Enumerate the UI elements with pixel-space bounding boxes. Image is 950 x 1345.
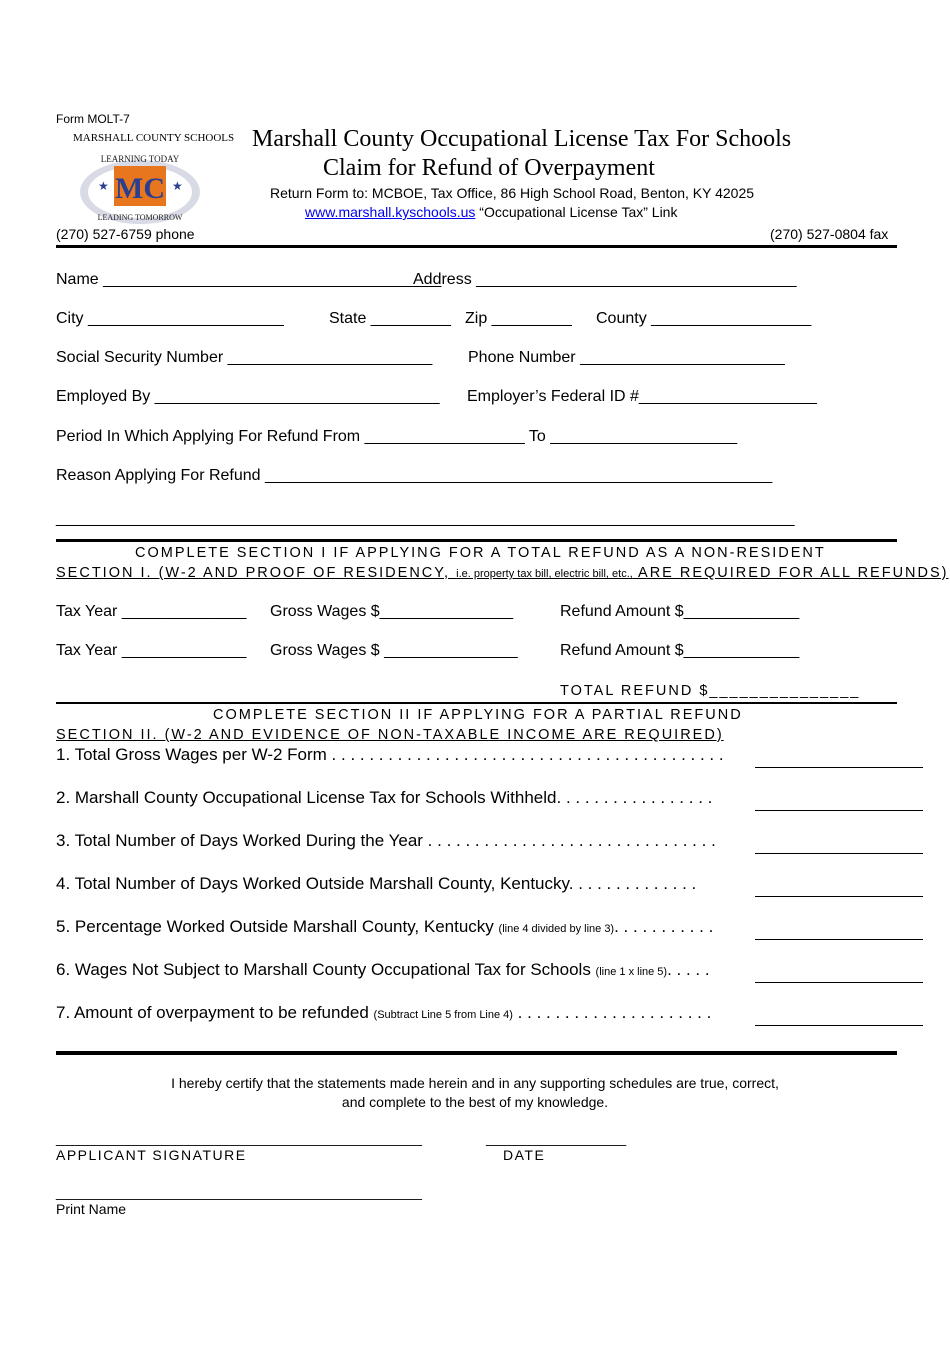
logo-title: MARSHALL COUNTY SCHOOLS [73, 132, 235, 144]
tax-year-2-field[interactable]: Tax Year ______________ [56, 642, 247, 659]
section2-line-label: 7. Amount of overpayment to be refunded [56, 1003, 374, 1022]
signature-label: APPLICANT SIGNATURE [56, 1147, 247, 1163]
section2-line-label: 6. Wages Not Subject to Marshall County Occupational Tax for Schools [56, 960, 596, 979]
refund-reason-line2[interactable]: ___________________________________________________________________________________ [56, 510, 795, 527]
form-subtitle: Claim for Refund of Overpayment [323, 155, 655, 181]
name-field[interactable]: Name ______________________________________ [56, 271, 442, 288]
section2-line-2-answer[interactable] [755, 810, 923, 811]
print-name-label: Print Name [56, 1201, 127, 1217]
section2-line-3-answer[interactable] [755, 853, 923, 854]
date-label: DATE [503, 1147, 546, 1163]
state-field[interactable]: State _________ [329, 310, 451, 327]
phone-number: (270) 527-6759 phone [56, 226, 195, 242]
section2-line-7 [56, 1003, 711, 1023]
section2-line-label: 5. Percentage Worked Outside Marshall County, Kentucky [56, 917, 499, 936]
section2-line-note: (line 1 x line 5) [595, 966, 668, 978]
certify-divider [56, 1051, 897, 1055]
section2-line-leader: . . . . . . . . . . . . . . [568, 874, 697, 893]
gross-wages-1-field[interactable]: Gross Wages $_______________ [270, 603, 514, 620]
refund-reason-field[interactable]: Reason Applying For Refund _________________________________________________________ [56, 467, 773, 484]
section1-divider [56, 539, 897, 542]
certify-line-1: I hereby certify that the statements made herein and in any supporting schedules are true, correct, [171, 1075, 779, 1091]
section2-line-3 [56, 831, 716, 851]
section1-subheading: SECTION I. (W-2 AND PROOF OF RESIDENCY, i.e. property tax bill, electric bill, etc., ARE REQUIRED FOR ALL REFUNDS) [56, 565, 949, 581]
section2-line-leader: . . . . . [667, 960, 710, 979]
ssn-field[interactable]: Social Security Number _______________________ [56, 349, 433, 366]
form-id: Form MOLT-7 [56, 112, 130, 126]
refund-period-field[interactable]: Period In Which Applying For Refund From __________________ To _____________________ [56, 428, 738, 445]
section2-line-4-answer[interactable] [755, 896, 923, 897]
logo-tag-top: LEARNING TODAY [100, 154, 180, 164]
section2-line-4 [56, 874, 696, 894]
website-suffix: “Occupational License Tax” Link [479, 204, 678, 220]
section2-line-leader: . . . . . . . . . . . . . . . . . . . . . . . . . . . . . . . . . . . . . . . . . . [326, 745, 724, 764]
logo-graphic [62, 148, 222, 230]
refund-amount-2-field[interactable]: Refund Amount $_____________ [560, 642, 800, 659]
city-field[interactable]: City ______________________ [56, 310, 284, 327]
section2-line-6 [56, 960, 710, 980]
svg-text:★: ★ [172, 179, 183, 193]
section2-line-leader: . . . . . . . . . . . . . . . . . [556, 788, 713, 807]
logo-letters: MC [115, 172, 165, 205]
section2-line-note: (Subtract Line 5 from Line 4) [373, 1009, 513, 1021]
section2-line-label: 4. Total Number of Days Worked Outside Marshall County, Kentucky [56, 874, 569, 893]
school-logo [62, 148, 222, 224]
fax-number: (270) 527-0804 fax [770, 226, 889, 242]
return-address: Return Form to: MCBOE, Tax Office, 86 High School Road, Benton, KY 42025 [270, 185, 755, 201]
refund-amount-1-field[interactable]: Refund Amount $_____________ [560, 603, 800, 620]
section2-line-2 [56, 788, 712, 808]
svg-text:★: ★ [98, 179, 109, 193]
website-line [305, 204, 677, 220]
section2-line-label: 1. Total Gross Wages per W-2 Form [56, 745, 327, 764]
zip-field[interactable]: Zip _________ [465, 310, 572, 327]
section2-line-5 [56, 917, 713, 937]
certify-line-2: and complete to the best of my knowledge. [341, 1094, 609, 1110]
section2-line-leader: . . . . . . . . . . . [614, 917, 714, 936]
section2-line-1-answer[interactable] [755, 767, 923, 768]
gross-wages-2-field[interactable]: Gross Wages $ _______________ [270, 642, 518, 659]
address-field[interactable]: Address ____________________________________ [413, 271, 797, 288]
section2-line-note: (line 4 divided by line 3) [498, 923, 615, 935]
employed-by-field[interactable]: Employed By ________________________________ [56, 388, 440, 405]
logo-tag-bottom: LEADING TOMORROW [97, 213, 183, 222]
section2-line-5-answer[interactable] [755, 939, 923, 940]
tax-year-1-field[interactable]: Tax Year ______________ [56, 603, 247, 620]
total-refund-field[interactable]: TOTAL REFUND $_______________ [560, 683, 861, 699]
county-field[interactable]: County __________________ [596, 310, 812, 327]
section2-line-6-answer[interactable] [755, 982, 923, 983]
phone-field[interactable]: Phone Number _______________________ [468, 349, 785, 366]
section2-line-leader: . . . . . . . . . . . . . . . . . . . . . . . . . . . . . . . [422, 831, 716, 850]
employer-id-field[interactable]: Employer’s Federal ID #____________________ [467, 388, 817, 405]
section2-subheading: SECTION II. (W-2 AND EVIDENCE OF NON-TAXABLE INCOME ARE REQUIRED) [56, 727, 724, 743]
section2-line-1 [56, 745, 724, 765]
header-divider [56, 245, 897, 248]
website-link[interactable]: www.marshall.kyschools.us [305, 204, 476, 220]
signature-line[interactable]: _______________________________________________ [56, 1130, 422, 1146]
section2-line-7-answer[interactable] [755, 1025, 923, 1026]
date-line[interactable]: __________________ [486, 1130, 627, 1146]
section2-heading: COMPLETE SECTION II IF APPLYING FOR A PARTIAL REFUND [213, 707, 743, 723]
section2-line-leader: . . . . . . . . . . . . . . . . . . . . . [512, 1003, 712, 1022]
section2-divider [56, 702, 897, 704]
section2-line-label: 3. Total Number of Days Worked During the Year [56, 831, 423, 850]
section1-heading: COMPLETE SECTION I IF APPLYING FOR A TOTAL REFUND AS A NON-RESIDENT [135, 545, 826, 561]
section2-line-label: 2. Marshall County Occupational License Tax for Schools Withheld [56, 788, 557, 807]
print-name-line[interactable]: _______________________________________________ [56, 1184, 422, 1200]
form-title: Marshall County Occupational License Tax For Schools [252, 126, 792, 152]
